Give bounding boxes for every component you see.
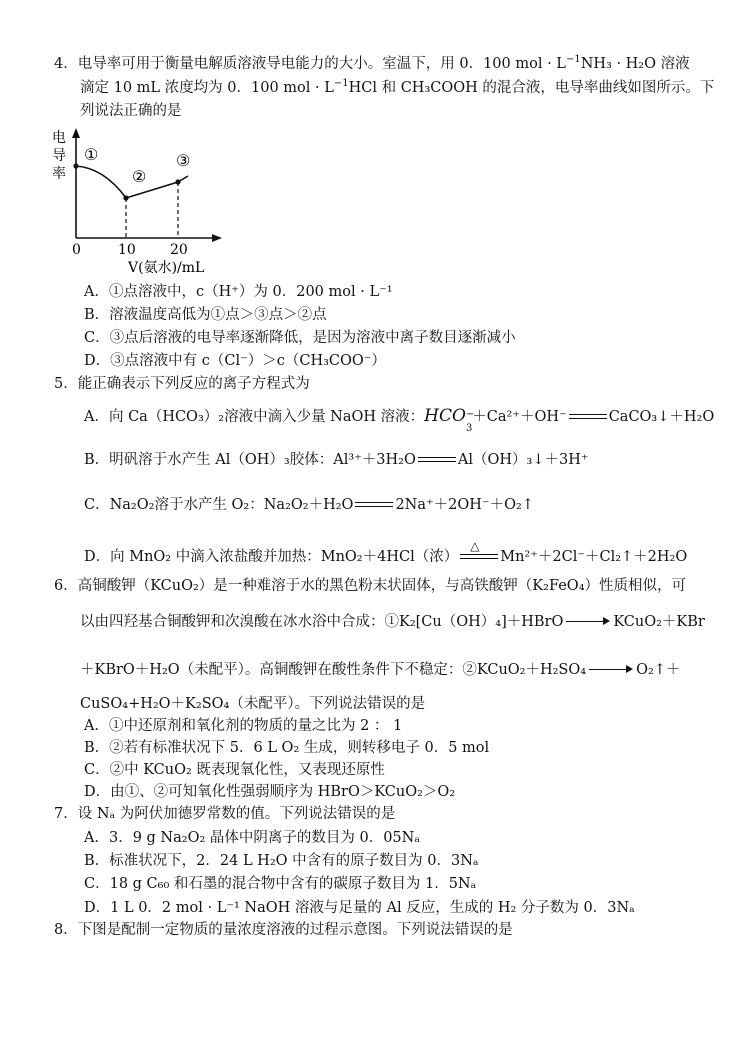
q8-stem: 8．下图是配制一定物质的量浓度溶液的过程示意图。下列说法错误的是 [54,922,513,938]
q4-option-a: A．①点溶液中，c（H⁺）为 0．200 mol · L⁻¹ [84,284,393,300]
ylabel-char2: 导 [52,148,66,164]
q4-stem-line2: 滴定 10 mL 浓度均为 0．100 mol · $L^{-1}HCl$ 和 CH₃COOH 的混合液，电导率曲线如图所示。下 [80,78,715,96]
label-point-2: ② [132,167,147,186]
equals-sign-c [355,500,393,510]
q4-option-c: C．③点后溶液的电导率逐渐降低，是因为溶液中离子数目逐渐减小 [84,330,516,346]
q6-option-c: C．②中 KCuO₂ 既表现氧化性，又表现还原性 [84,762,385,778]
q5-option-d: D．向 MnO₂ 中滴入浓盐酸并加热：MnO₂＋4HCl（浓） △ Mn²⁺＋2Cl⁻＋Cl₂↑＋2H₂O [84,539,688,565]
ylabel-char1: 电 [52,130,66,146]
y-axis-arrow [72,128,80,138]
q5-option-b: B．明矾溶于水产生 Al（OH）₃胶体：Al³⁺＋3H₂O Al（OH）₃↓＋3H⁺ [84,452,589,468]
arrow-2 [589,665,633,675]
q7-option-a: A．3．9 g Na₂O₂ 晶体中阴离子的数目为 0．05Nₐ [84,830,420,846]
q5-option-c: C．Na₂O₂溶于水产生 O₂：Na₂O₂＋H₂O 2Na⁺＋2OH⁻＋O₂↑ [84,497,534,513]
q7-option-b: B．标准状况下，2．24 L H₂O 中含有的原子数目为 0．3Nₐ [84,853,479,869]
q4-stem-line3: 列说法正确的是 [80,103,182,119]
conductivity-figure [46,126,276,276]
x-tick-10: 10 [118,242,136,258]
q6-stem-line3: ＋KBrO＋H₂O（未配平）。高铜酸钾在酸性条件下不稳定：②KCuO₂＋H₂SO₄ O₂↑＋ [80,662,681,678]
label-point-1: ① [84,145,99,164]
xlabel: V(氨水)/mL [128,260,205,276]
equals-sign-b [418,455,456,465]
q6-stem-line4: CuSO₄+H₂O＋K₂SO₄（未配平）。下列说法错误的是 [80,696,426,712]
q4-option-d: D．③点溶液中有 c（Cl⁻）＞c（CH₃COO⁻） [84,353,386,369]
equals-sign-a [569,412,607,422]
q6-option-d: D．由①、②可知氧化性强弱顺序为 HBrO＞KCuO₂＞O₂ [84,784,456,800]
q4-option-b: B．溶液温度高低为①点＞③点＞②点 [84,307,327,323]
arrow-1 [566,617,610,627]
point-1 [73,163,78,168]
x-tick-20: 20 [170,242,188,258]
q7-stem: 7．设 Nₐ 为阿伏加德罗常数的值。下列说法错误的是 [54,806,396,822]
label-point-3: ③ [176,151,191,170]
q5-stem: 5．能正确表示下列反应的离子方程式为 [54,376,310,392]
q4-stem-line1: 4．电导率可用于衡量电解质溶液导电能力的大小。室温下，用 0．100 mol · $L^{-1}NH_3 \cdot H_2O$ 溶液 [54,54,690,72]
q7-option-d: D．1 L 0．2 mol · L⁻¹ NaOH 溶液与足量的 Al 反应，生成的 H₂ 分子数为 0．3Nₐ [84,900,635,916]
x-axis-arrow [212,234,222,242]
q6-stem-line1: 6．高铜酸钾（KCuO₂）是一种难溶于水的黑色粉末状固体，与高铁酸钾（K₂FeO₄）性质相似，可 [54,578,687,594]
ylabel-char3: 率 [52,166,66,182]
q5-option-a: A．向 Ca（HCO₃）₂溶液中滴入少量 NaOH 溶液：HCO − 3 ＋Ca²⁺＋OH⁻ CaCO₃↓＋H₂O [84,406,715,434]
x-origin: 0 [72,242,81,258]
equals-sign-d: △ [460,552,498,562]
q6-option-b: B．②若有标准状况下 5．6 L O₂ 生成，则转移电子 0．5 mol [84,740,490,756]
q6-stem-line2: 以由四羟基合铜酸钾和次溴酸在冰水浴中合成：①K₂[Cu（OH）₄]＋HBrO KCuO₂＋KBr [80,614,705,630]
q7-option-c: C．18 g C₆₀ 和石墨的混合物中含有的碳原子数目为 1．5Nₐ [84,876,477,892]
q6-option-a: A．①中还原剂和氧化剂的物质的量之比为 2 ： 1 [84,718,403,734]
